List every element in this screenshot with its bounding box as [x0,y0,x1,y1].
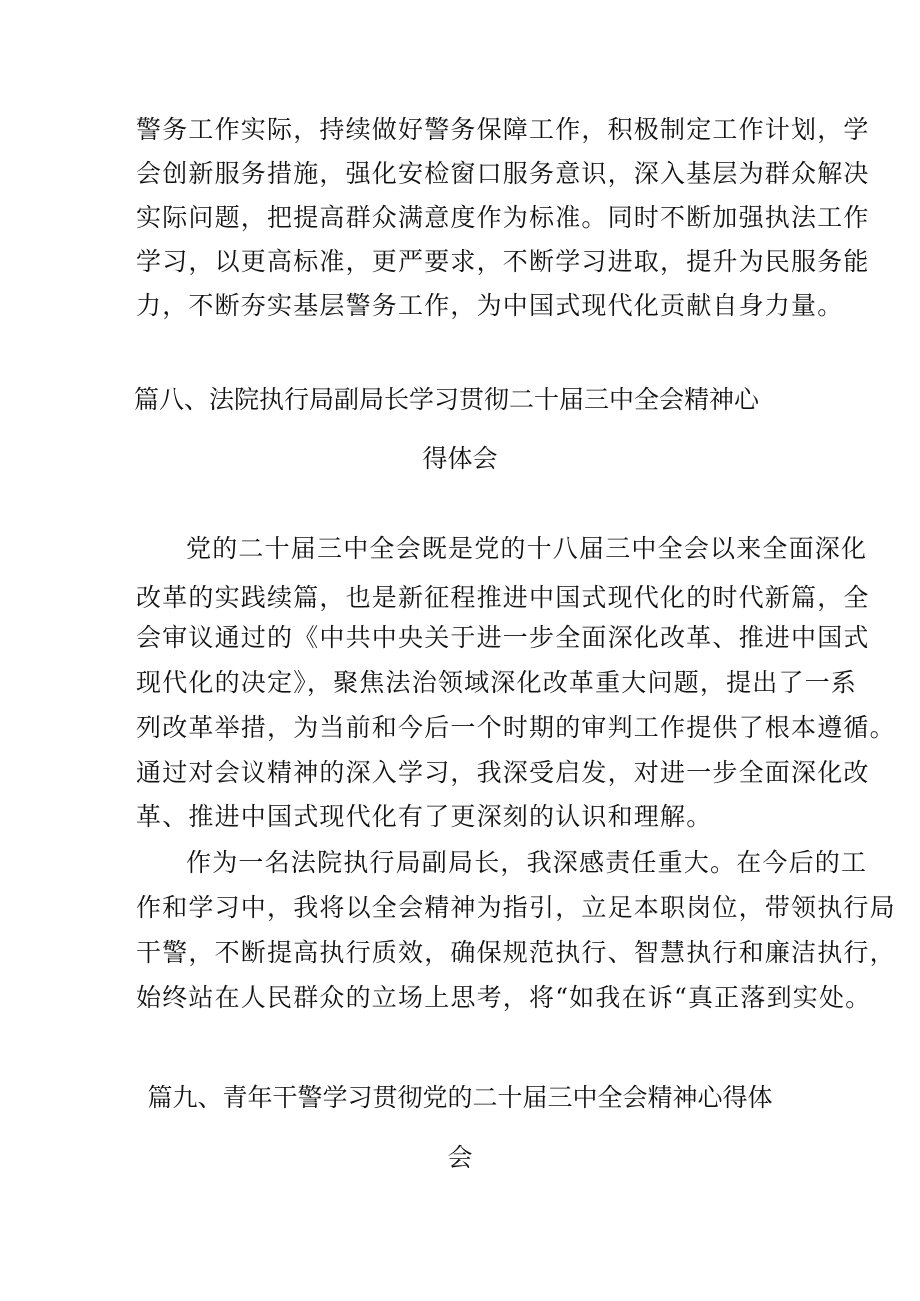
text-line: 会创新服务措施，强化安检窗口服务意识，深入基层为群众解决 [136,159,870,188]
text-line: 作为一名法院执行局副局长，我深感责任重大。在今后的工 [186,848,868,877]
section-9-title-continued: 会 [447,1143,473,1172]
text-line: 始终站在人民群众的立场上思考，将“如我在诉“真正落到实处。 [136,983,872,1012]
text-line: 实际问题，把提高群众满意度作为标准。同时不断加强执法工作 [136,203,870,232]
text-line: 列改革举措，为当前和今后一个时期的审判工作提供了根本遵循。 [136,713,896,742]
text-line: 革、推进中国式现代化有了更深刻的认识和理解。 [136,802,713,831]
text-line: 作和学习中，我将以全会精神为指引，立足本职岗位，带领执行局 [136,893,896,922]
section-8-title: 篇八、法院执行局副局长学习贯彻二十届三中全会精神心 [134,385,760,414]
text-line: 力，不断夯实基层警务工作，为中国式现代化贡献自身力量。 [136,291,844,320]
text-line: 学习，以更高标准，更严要求，不断学习进取，提升为民服务能 [136,247,870,276]
text-line: 现代化的决定》，聚焦法治领域深化改革重大问题，提出了一系 [136,668,858,697]
text-line: 改革的实践续篇，也是新征程推进中国式现代化的时代新篇，全 [136,583,870,612]
section-9-title: 篇九、青年干警学习贯彻党的二十届三中全会精神心得体 [147,1083,773,1112]
section-8-title-continued: 得体会 [422,444,498,473]
text-line: 党的二十届三中全会既是党的十八届三中全会以来全面深化 [186,534,868,563]
text-line: 警务工作实际，持续做好警务保障工作，积极制定工作计划，学 [136,115,870,144]
text-line: 会审议通过的《中共中央关于进一步全面深化改革、推进中国式 [136,623,870,652]
text-line: 通过对会议精神的深入学习，我深受启发，对进一步全面深化改 [136,758,870,787]
text-line: 干警，不断提高执行质效，确保规范执行、智慧执行和廉洁执行， [136,938,896,967]
